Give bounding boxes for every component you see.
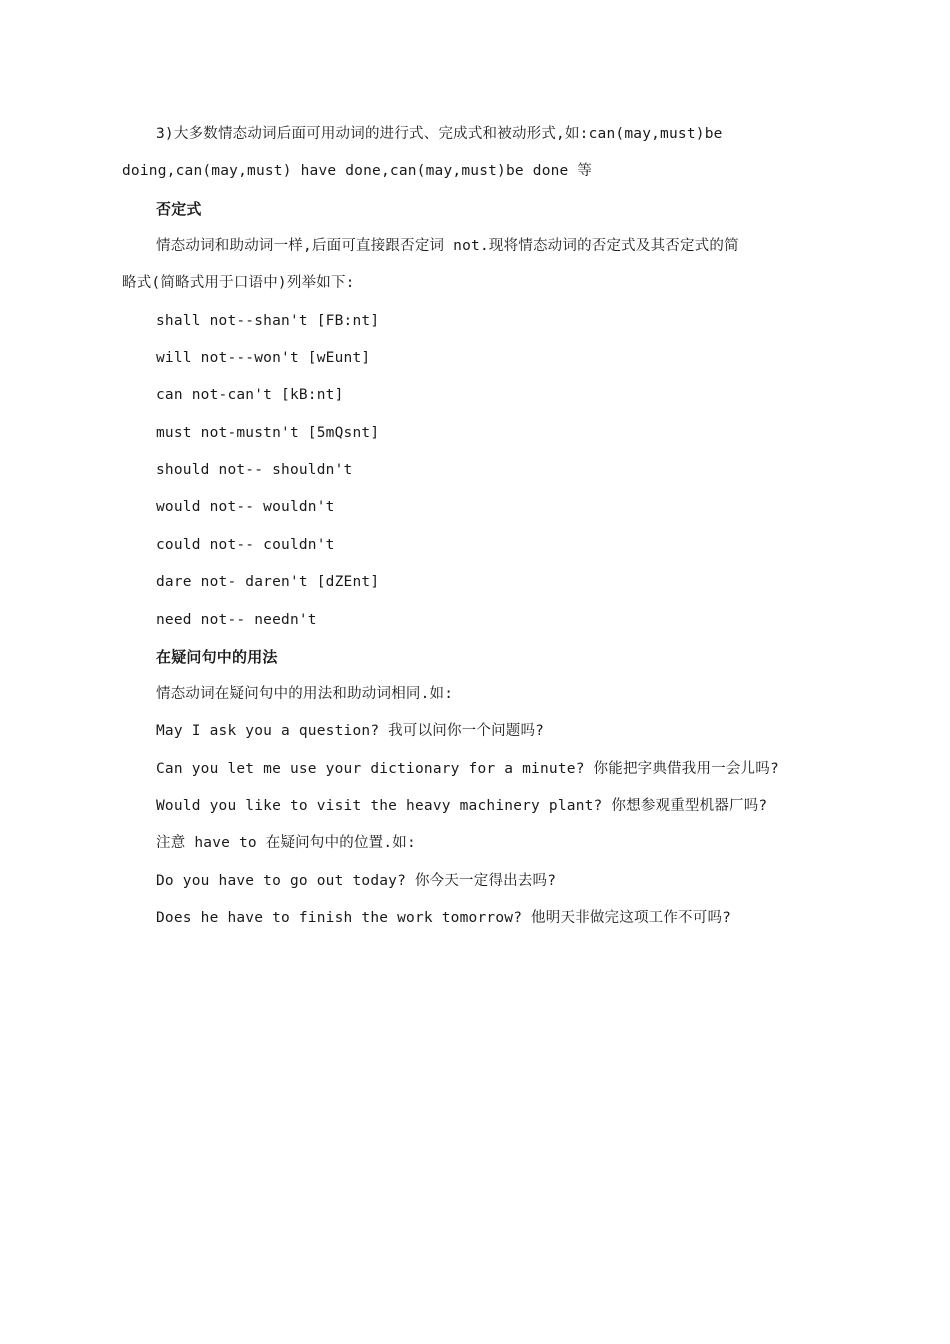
negative-form-item: dare not- daren't [dZEnt] [156, 574, 380, 590]
modal-forms-line-1: 3)大多数情态动词后面可用动词的进行式、完成式和被动形式,如:can(may,must)be [156, 126, 723, 142]
have-to-example: Does he have to finish the work tomorrow? 他明天非做完这项工作不可吗? [156, 910, 732, 926]
negative-form-item: need not-- needn't [156, 612, 317, 628]
negative-form-item: shall not--shan't [FB:nt] [156, 313, 380, 329]
negative-intro-line-1: 情态动词和助动词一样,后面可直接跟否定词 not.现将情态动词的否定式及其否定式的简 [156, 238, 739, 254]
questions-intro: 情态动词在疑问句中的用法和助动词相同.如: [156, 686, 454, 702]
heading-negative: 否定式 [156, 200, 202, 218]
negative-intro-line-2: 略式(简略式用于口语中)列举如下: [122, 275, 355, 291]
have-to-example: Do you have to go out today? 你今天一定得出去吗? [156, 873, 557, 889]
negative-form-item: could not-- couldn't [156, 537, 335, 553]
question-example: Would you like to visit the heavy machinery plant? 你想参观重型机器厂吗? [156, 798, 768, 814]
modal-forms-line-2: doing,can(may,must) have done,can(may,must)be done 等 [122, 163, 593, 179]
negative-form-item: must not-mustn't [5mQsnt] [156, 425, 380, 441]
note-have-to: 注意 have to 在疑问句中的位置.如: [156, 835, 416, 851]
negative-form-item: can not-can't [kB:nt] [156, 387, 344, 403]
negative-form-item: should not-- shouldn't [156, 462, 353, 478]
heading-questions: 在疑问句中的用法 [156, 648, 278, 666]
negative-form-item: will not---won't [wEunt] [156, 350, 371, 366]
negative-form-item: would not-- wouldn't [156, 499, 335, 515]
question-example: May I ask you a question? 我可以问你一个问题吗? [156, 723, 545, 739]
question-example: Can you let me use your dictionary for a minute? 你能把字典借我用一会儿吗? [156, 761, 779, 777]
